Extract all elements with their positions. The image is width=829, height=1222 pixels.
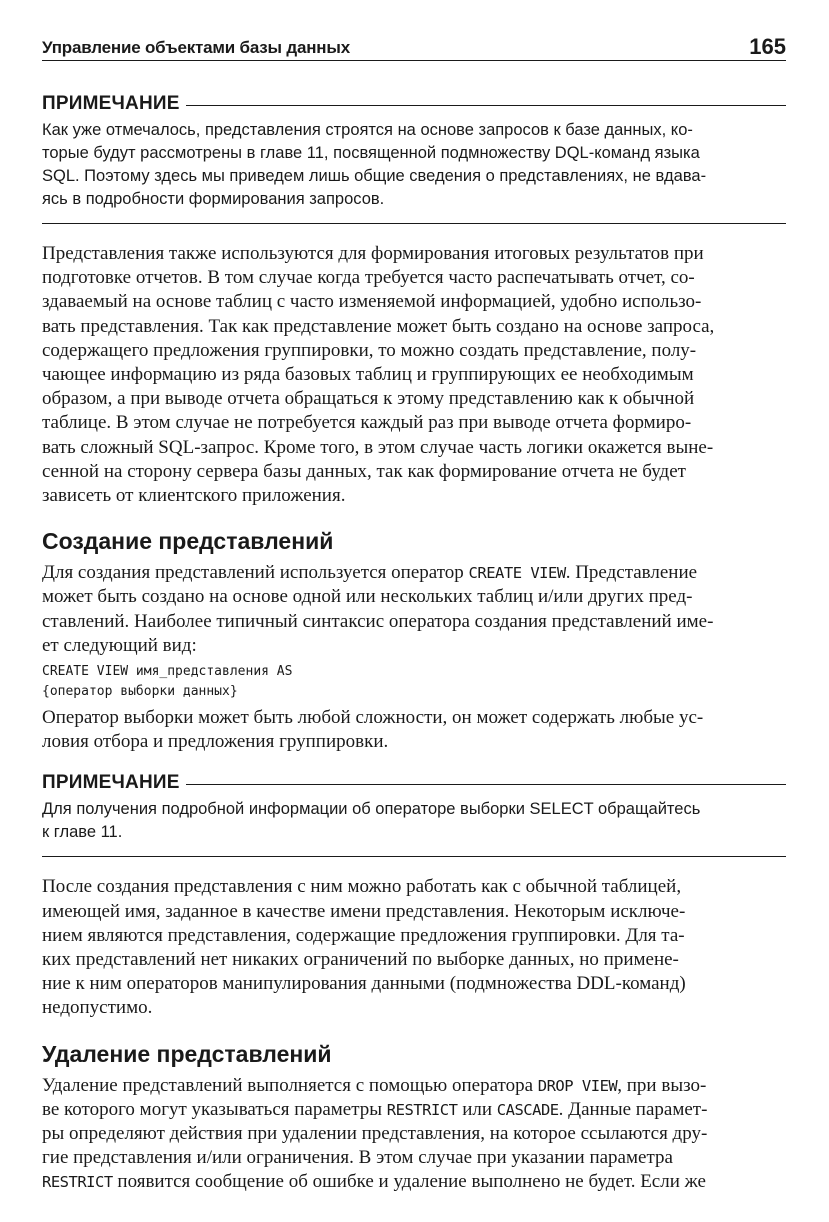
text-line: ставлений. Наиболее типичный синтаксис оператора создания представлений име- — [42, 610, 714, 632]
text-fragment: . Данные парамет- — [558, 1098, 708, 1120]
text-line — [42, 561, 786, 585]
text-line: недопустимо. — [42, 997, 153, 1019]
text-line: к главе 11. — [42, 823, 123, 842]
note-end-rule — [42, 223, 786, 224]
text-fragment: Для создания представлений используется оператор — [42, 562, 469, 584]
note-box — [42, 93, 786, 224]
note-rule — [186, 784, 786, 785]
running-header — [42, 34, 786, 61]
paragraph — [42, 242, 786, 508]
text-line: образом, а при выводе отчета обращаться к этому представлению как к обычной — [42, 388, 695, 410]
text-line: Для получения подробной информации об операторе выборки SELECT обращайтесь — [42, 800, 701, 819]
text-line: содержащего предложения группировки, то можно создать представление, полу- — [42, 339, 697, 361]
text-line: здаваемый на основе таблиц с часто изменяемой информацией, удобно использо- — [42, 291, 702, 313]
note-header — [42, 93, 786, 115]
note-box — [42, 772, 786, 857]
note-rule — [186, 105, 786, 106]
text-line: имеющей имя, заданное в качестве имени представления. Некоторым исключе- — [42, 900, 686, 922]
text-line: ет следующий вид: — [42, 634, 197, 656]
text-line: зависеть от клиентского приложения. — [42, 485, 346, 507]
note-end-rule — [42, 856, 786, 857]
text-line — [42, 1074, 786, 1098]
page-number: 165 — [749, 34, 786, 59]
text-line: ние к ним операторов манипулирования данными (подмножества DDL-команд) — [42, 973, 686, 995]
paragraph — [42, 706, 786, 754]
keyword: CASCADE — [496, 1100, 559, 1119]
text-line: сенной на сторону сервера базы данных, так как формирование отчета не будет — [42, 460, 686, 482]
text-line: нием являются представления, содержащие предложения группировки. Для та- — [42, 924, 685, 946]
text-line — [42, 1098, 786, 1122]
paragraph — [42, 1074, 786, 1195]
text-line: таблице. В этом случае не потребуется каждый раз при выводе отчета формиро- — [42, 412, 692, 434]
text-line: После создания представления с ним можно работать как с обычной таблицей, — [42, 876, 682, 898]
keyword: CREATE VIEW — [468, 564, 566, 583]
text-fragment: Удаление представлений выполняется с помощью оператора — [42, 1074, 538, 1096]
text-line: может быть создано на основе одной или нескольких таблиц и/или других пред- — [42, 586, 693, 608]
note-label: ПРИМЕЧАНИЕ — [42, 93, 180, 114]
text-fragment: или — [457, 1098, 497, 1120]
text-line: Представления также используются для формирования итоговых результатов при — [42, 243, 704, 264]
note-text — [42, 798, 786, 844]
text-fragment: появится сообщение об ошибке и удаление выполнено не будет. Если же — [112, 1171, 706, 1193]
text-line: подготовке отчетов. В том случае когда требуется часто распечатывать отчет, со- — [42, 267, 695, 289]
text-line: Как уже отмечалось, представления строятся на основе запросов к базе данных, ко- — [42, 121, 693, 139]
text-fragment: . Представление — [565, 562, 698, 584]
code-block — [42, 662, 786, 702]
note-label: ПРИМЕЧАНИЕ — [42, 772, 180, 794]
section-heading: Создание представлений — [42, 528, 334, 555]
paragraph — [42, 561, 786, 658]
text-line: торые будут рассмотрены в главе 11, посвященной подмножеству DQL-команд языка — [42, 144, 700, 162]
text-fragment: ве которого могут указываться параметры — [42, 1098, 387, 1120]
keyword: RESTRICT — [386, 1100, 458, 1119]
text-line: ловия отбора и предложения группировки. — [42, 731, 389, 753]
text-line: Оператор выборки может быть любой сложности, он может содержать любые ус- — [42, 707, 704, 729]
book-page — [42, 34, 786, 1195]
paragraph — [42, 875, 786, 1020]
text-fragment: , при вызо- — [617, 1074, 707, 1096]
text-line: вать представления. Так как представление может быть создано на основе запроса, — [42, 315, 715, 337]
text-line: гие представления и/или ограничения. В этом случае при указании параметра — [42, 1147, 673, 1169]
keyword: DROP VIEW — [537, 1076, 618, 1095]
text-line: ясь в подробности формирования запросов. — [42, 190, 385, 208]
text-line: ры определяют действия при удалении представления, на которое ссылаются дру- — [42, 1123, 708, 1145]
text-line: вать сложный SQL-запрос. Кроме того, в этом случае часть логики окажется выне- — [42, 436, 714, 458]
text-line: ких представлений нет никаких ограничений по выборке данных, но примене- — [42, 949, 679, 971]
code-line: {оператор выборки данных} — [42, 684, 238, 700]
text-line: чающее информацию из ряда базовых таблиц и группирующих ее необходимым — [42, 364, 694, 386]
code-line: CREATE VIEW имя_представления AS — [42, 664, 293, 680]
text-line — [42, 1170, 786, 1194]
keyword: RESTRICT — [42, 1173, 113, 1192]
note-text — [42, 119, 786, 211]
running-title: Управление объектами базы данных — [42, 38, 350, 57]
section-heading: Удаление представлений — [42, 1040, 332, 1067]
text-line: SQL. Поэтому здесь мы приведем лишь общие сведения о представлениях, не вдава- — [42, 167, 707, 185]
note-header — [42, 772, 786, 794]
